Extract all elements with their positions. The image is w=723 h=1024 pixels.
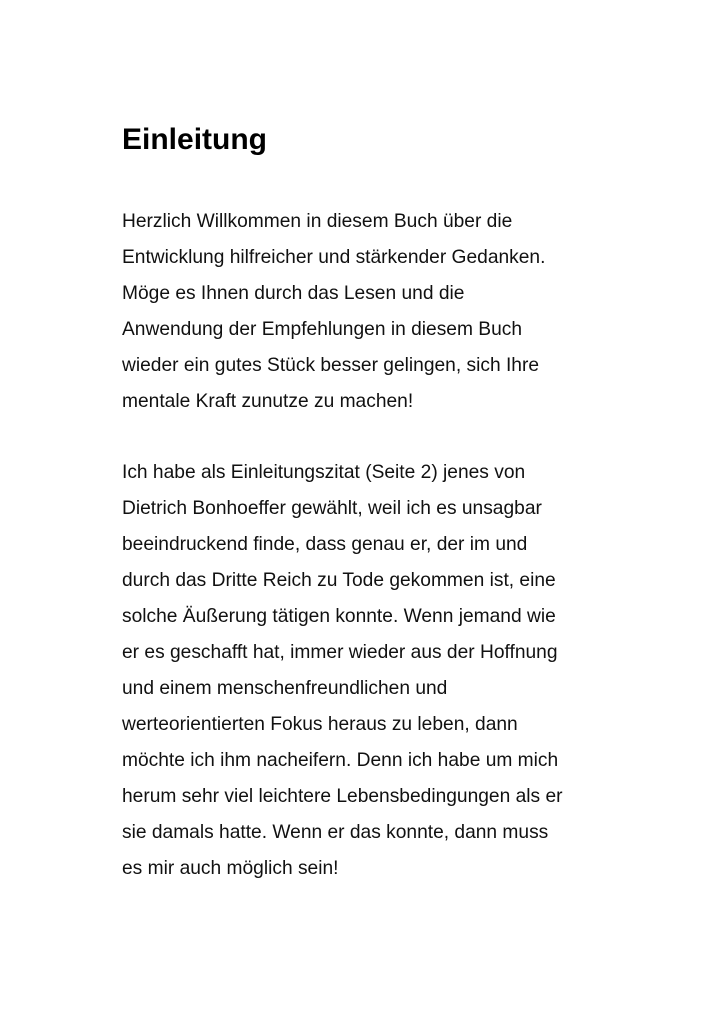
text-line: werteorientierten Fokus heraus zu leben, dann	[122, 714, 518, 735]
text-line: möchte ich ihm nacheifern. Denn ich habe um mich	[122, 750, 559, 771]
text-line: wieder ein gutes Stück besser gelingen, sich Ihre	[122, 355, 540, 376]
text-line: Ich habe als Einleitungszitat (Seite 2) jenes von	[122, 462, 526, 483]
text-line: beeindruckend finde, dass genau er, der im und	[122, 534, 528, 555]
text-line: er es geschafft hat, immer wieder aus der Hoffnung	[122, 642, 558, 663]
text-line: Herzlich Willkommen in diesem Buch über die	[122, 211, 513, 232]
text-line: herum sehr viel leichtere Lebensbedingungen als er	[122, 786, 563, 807]
text-line: es mir auch möglich sein!	[122, 858, 339, 879]
text-line: solche Äußerung tätigen konnte. Wenn jemand wie	[122, 606, 556, 627]
text-line: Dietrich Bonhoeffer gewählt, weil ich es unsagbar	[122, 498, 542, 519]
text-line: sie damals hatte. Wenn er das konnte, dann muss	[122, 822, 549, 843]
text-line: Möge es Ihnen durch das Lesen und die	[122, 283, 465, 304]
page-title: Einleitung	[122, 123, 267, 156]
paragraph-intro	[122, 204, 612, 420]
paragraph-bonhoeffer	[122, 455, 612, 887]
text-line: Entwicklung hilfreicher und stärkender Gedanken.	[122, 247, 546, 268]
text-line: durch das Dritte Reich zu Tode gekommen ist, eine	[122, 570, 556, 591]
text-line: mentale Kraft zunutze zu machen!	[122, 391, 414, 412]
text-line: Anwendung der Empfehlungen in diesem Buch	[122, 319, 523, 340]
document-page	[122, 120, 612, 887]
text-line: und einem menschenfreundlichen und	[122, 678, 448, 699]
